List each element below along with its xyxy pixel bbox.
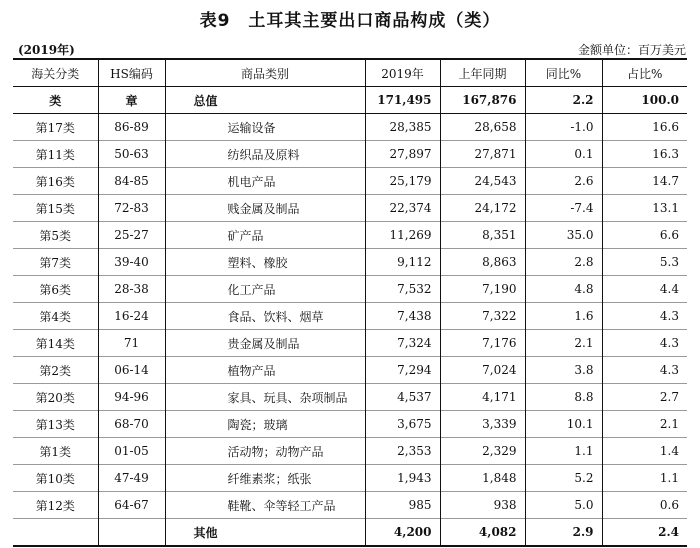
cell-yoy: 2.6 bbox=[525, 168, 602, 195]
cell-hs-code: 39-40 bbox=[98, 249, 165, 276]
cell-share: 14.7 bbox=[652, 174, 679, 188]
cell-value-prev-year: 24,543 bbox=[440, 168, 525, 195]
table-row bbox=[13, 141, 687, 168]
cell-hs-code: 86-89 bbox=[98, 114, 165, 141]
cell-yoy: 1.6 bbox=[525, 303, 602, 330]
other-value-prev-year: 4,082 bbox=[440, 519, 525, 547]
cell-category: 运输设备 bbox=[165, 114, 365, 141]
cell-customs-class: 第17类 bbox=[13, 114, 98, 141]
cell-customs-class: 第20类 bbox=[13, 384, 98, 411]
cell-value-prev-year: 7,024 bbox=[440, 357, 525, 384]
cell-yoy: 2.8 bbox=[525, 249, 602, 276]
unit-note: 金额单位：百万美元 bbox=[577, 43, 686, 57]
cell-category: 活动物；动物产品 bbox=[165, 438, 365, 465]
table-row bbox=[13, 195, 687, 222]
cell-value-prev-year: 2,329 bbox=[440, 438, 525, 465]
cell-yoy: 4.8 bbox=[525, 276, 602, 303]
cell-share: 16.3 bbox=[652, 147, 679, 161]
cell-category: 塑料、橡胶 bbox=[165, 249, 365, 276]
cell-value-prev-year: 7,322 bbox=[440, 303, 525, 330]
cell-value-2019: 22,374 bbox=[365, 195, 440, 222]
cell-value-2019: 11,269 bbox=[365, 222, 440, 249]
cell-value-prev-year: 7,176 bbox=[440, 330, 525, 357]
total-prev-year: 167,876 bbox=[440, 87, 525, 114]
other-yoy: 2.9 bbox=[525, 519, 602, 547]
cell-value-2019: 27,897 bbox=[365, 141, 440, 168]
cell-value-2019: 7,438 bbox=[365, 303, 440, 330]
cell-value-2019: 9,112 bbox=[365, 249, 440, 276]
total-category: 总值 bbox=[165, 87, 365, 114]
header-hs-code: HS编码 bbox=[98, 59, 165, 87]
cell-hs-code: 01-05 bbox=[98, 438, 165, 465]
cell-category: 贱金属及制品 bbox=[165, 195, 365, 222]
cell-customs-class: 第10类 bbox=[13, 465, 98, 492]
cell-value-prev-year: 28,658 bbox=[440, 114, 525, 141]
cell-yoy: 1.1 bbox=[525, 438, 602, 465]
cell-customs-class: 第13类 bbox=[13, 411, 98, 438]
cell-value-prev-year: 8,351 bbox=[440, 222, 525, 249]
cell-yoy: -1.0 bbox=[525, 114, 602, 141]
table-row bbox=[13, 276, 687, 303]
table-row bbox=[13, 384, 687, 411]
cell-share: 13.1 bbox=[652, 201, 679, 215]
table-row bbox=[13, 303, 687, 330]
table-row bbox=[13, 330, 687, 357]
cell-customs-class: 第1类 bbox=[13, 438, 98, 465]
cell-hs-code: 16-24 bbox=[98, 303, 165, 330]
other-category: 其他 bbox=[165, 519, 365, 547]
cell-yoy: 0.1 bbox=[525, 141, 602, 168]
cell-customs-class: 第6类 bbox=[13, 276, 98, 303]
cell-value-prev-year: 27,871 bbox=[440, 141, 525, 168]
header-2019: 2019年 bbox=[365, 59, 440, 87]
page-title: 表9 土耳其主要出口商品构成（类） bbox=[199, 11, 501, 31]
cell-share: 4.4 bbox=[659, 282, 679, 296]
cell-hs-code: 25-27 bbox=[98, 222, 165, 249]
cell-share: 1.1 bbox=[659, 471, 679, 485]
cell-value-2019: 4,537 bbox=[365, 384, 440, 411]
cell-category: 家具、玩具、杂项制品 bbox=[165, 384, 365, 411]
cell-share: 1.4 bbox=[659, 444, 679, 458]
cell-category: 贵金属及制品 bbox=[165, 330, 365, 357]
header-category: 商品类别 bbox=[165, 59, 365, 87]
total-row bbox=[13, 87, 687, 114]
cell-value-prev-year: 7,190 bbox=[440, 276, 525, 303]
table-row bbox=[13, 222, 687, 249]
cell-customs-class: 第7类 bbox=[13, 249, 98, 276]
cell-value-2019: 7,532 bbox=[365, 276, 440, 303]
cell-category: 纺织品及原料 bbox=[165, 141, 365, 168]
cell-value-2019: 25,179 bbox=[365, 168, 440, 195]
table-row bbox=[13, 357, 687, 384]
other-customs-class bbox=[13, 519, 98, 547]
cell-hs-code: 94-96 bbox=[98, 384, 165, 411]
cell-share: 5.3 bbox=[659, 255, 679, 269]
cell-value-2019: 3,675 bbox=[365, 411, 440, 438]
cell-yoy: 5.0 bbox=[525, 492, 602, 519]
total-yoy: 2.2 bbox=[525, 87, 602, 114]
cell-hs-code: 47-49 bbox=[98, 465, 165, 492]
cell-share: 4.3 bbox=[659, 336, 679, 350]
header-customs-class: 海关分类 bbox=[13, 59, 98, 87]
cell-yoy: 3.8 bbox=[525, 357, 602, 384]
cell-yoy: 35.0 bbox=[525, 222, 602, 249]
cell-customs-class: 第12类 bbox=[13, 492, 98, 519]
cell-yoy: 5.2 bbox=[525, 465, 602, 492]
cell-category: 矿产品 bbox=[165, 222, 365, 249]
table-row bbox=[13, 438, 687, 465]
table-row bbox=[13, 114, 687, 141]
header-prev-year: 上年同期 bbox=[440, 59, 525, 87]
total-share: 100.0 bbox=[641, 93, 679, 107]
cell-yoy: 10.1 bbox=[525, 411, 602, 438]
cell-yoy: 8.8 bbox=[525, 384, 602, 411]
cell-value-prev-year: 1,848 bbox=[440, 465, 525, 492]
total-2019: 171,495 bbox=[365, 87, 440, 114]
cell-value-prev-year: 4,171 bbox=[440, 384, 525, 411]
table-row bbox=[13, 249, 687, 276]
cell-hs-code: 06-14 bbox=[98, 357, 165, 384]
cell-customs-class: 第5类 bbox=[13, 222, 98, 249]
cell-category: 食品、饮料、烟草 bbox=[165, 303, 365, 330]
cell-value-prev-year: 8,863 bbox=[440, 249, 525, 276]
cell-category: 化工产品 bbox=[165, 276, 365, 303]
cell-hs-code: 84-85 bbox=[98, 168, 165, 195]
cell-customs-class: 第15类 bbox=[13, 195, 98, 222]
cell-category: 机电产品 bbox=[165, 168, 365, 195]
cell-value-prev-year: 3,339 bbox=[440, 411, 525, 438]
cell-category: 陶瓷；玻璃 bbox=[165, 411, 365, 438]
cell-value-2019: 7,294 bbox=[365, 357, 440, 384]
cell-value-2019: 28,385 bbox=[365, 114, 440, 141]
export-composition-table bbox=[13, 58, 687, 547]
cell-hs-code: 28-38 bbox=[98, 276, 165, 303]
total-hs-code: 章 bbox=[98, 87, 165, 114]
cell-share: 2.7 bbox=[659, 390, 679, 404]
total-customs-class: 类 bbox=[13, 87, 98, 114]
cell-value-prev-year: 938 bbox=[440, 492, 525, 519]
cell-category: 纤维素浆；纸张 bbox=[165, 465, 365, 492]
header-yoy: 同比% bbox=[525, 59, 602, 87]
table-header-row bbox=[13, 59, 687, 87]
table-row bbox=[13, 168, 687, 195]
cell-value-2019: 7,324 bbox=[365, 330, 440, 357]
table-row bbox=[13, 411, 687, 438]
cell-hs-code: 50-63 bbox=[98, 141, 165, 168]
cell-hs-code: 71 bbox=[98, 330, 165, 357]
other-row bbox=[13, 519, 687, 547]
cell-hs-code: 64-67 bbox=[98, 492, 165, 519]
cell-customs-class: 第2类 bbox=[13, 357, 98, 384]
cell-customs-class: 第4类 bbox=[13, 303, 98, 330]
other-value-2019: 4,200 bbox=[365, 519, 440, 547]
table-row bbox=[13, 465, 687, 492]
cell-share: 4.3 bbox=[659, 309, 679, 323]
cell-share: 0.6 bbox=[659, 498, 679, 512]
cell-share: 16.6 bbox=[652, 120, 679, 134]
cell-category: 植物产品 bbox=[165, 357, 365, 384]
cell-hs-code: 72-83 bbox=[98, 195, 165, 222]
cell-yoy: 2.1 bbox=[525, 330, 602, 357]
other-share: 2.4 bbox=[658, 525, 679, 539]
other-hs-code bbox=[98, 519, 165, 547]
cell-share: 2.1 bbox=[659, 417, 679, 431]
cell-value-2019: 1,943 bbox=[365, 465, 440, 492]
cell-customs-class: 第11类 bbox=[13, 141, 98, 168]
cell-category: 鞋靴、伞等轻工产品 bbox=[165, 492, 365, 519]
cell-share: 6.6 bbox=[659, 228, 679, 242]
cell-value-2019: 985 bbox=[365, 492, 440, 519]
cell-yoy: -7.4 bbox=[525, 195, 602, 222]
cell-customs-class: 第14类 bbox=[13, 330, 98, 357]
header-share: 占比% bbox=[627, 66, 663, 81]
year-note: (2019年) bbox=[18, 43, 75, 57]
cell-share: 4.3 bbox=[659, 363, 679, 377]
cell-hs-code: 68-70 bbox=[98, 411, 165, 438]
cell-customs-class: 第16类 bbox=[13, 168, 98, 195]
table-row bbox=[13, 492, 687, 519]
cell-value-prev-year: 24,172 bbox=[440, 195, 525, 222]
cell-value-2019: 2,353 bbox=[365, 438, 440, 465]
